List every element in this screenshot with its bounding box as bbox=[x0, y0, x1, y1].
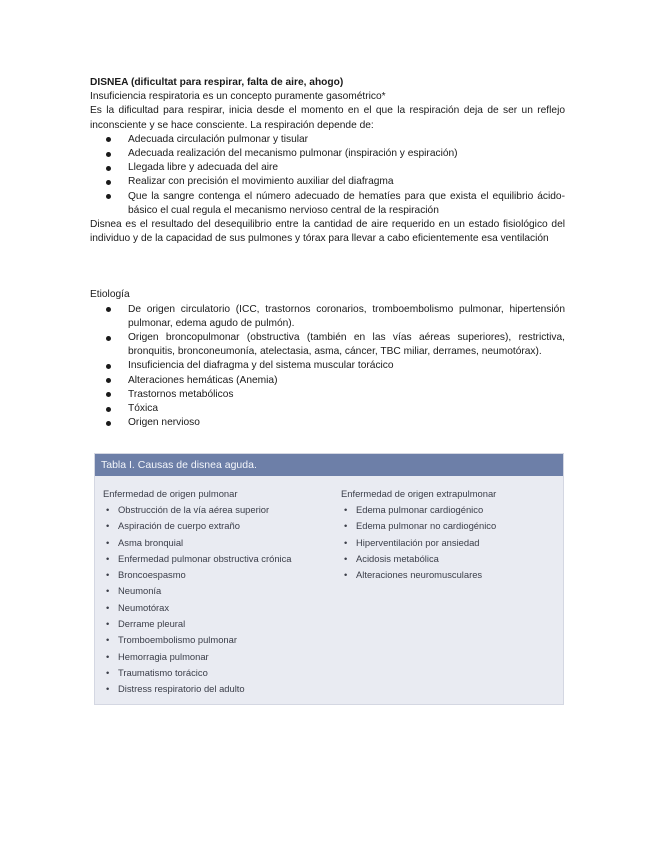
pulmonary-column bbox=[103, 488, 333, 698]
dependencies-list bbox=[90, 133, 565, 218]
causes-table-figure bbox=[94, 453, 564, 705]
gasometric-note: Insuficiencia respiratoria es un concepto puramente gasométrico* bbox=[90, 91, 386, 103]
page-title: DISNEA (dificultat para respirar, falta de aire, ahogo) bbox=[90, 77, 344, 88]
list-item: Llegada libre y adecuada del aire bbox=[128, 161, 565, 175]
table-item: • Tromboembolismo pulmonar bbox=[103, 632, 333, 648]
list-item: Alteraciones hemáticas (Anemia) bbox=[128, 374, 565, 388]
list-item: Adecuada realización del mecanismo pulmonar (inspiración y espiración) bbox=[128, 147, 565, 161]
table-item: • Acidosis metabólica bbox=[341, 551, 556, 567]
list-item: De origen circulatorio (ICC, trastornos coronarios, tromboembolismo pulmonar, hipertensión pulmonar, edema agudo de pulmón). bbox=[128, 303, 565, 331]
etiology-list bbox=[90, 303, 565, 431]
table-item: • Traumatismo torácico bbox=[103, 665, 333, 681]
list-item: Origen nervioso bbox=[128, 416, 565, 430]
list-item: Tóxica bbox=[128, 402, 565, 416]
table-item: • Broncoespasmo bbox=[103, 567, 333, 583]
table-item: • Alteraciones neuromusculares bbox=[341, 567, 556, 583]
table-item: • Edema pulmonar cardiogénico bbox=[341, 502, 556, 518]
etiology-heading: Etiología bbox=[90, 289, 130, 301]
definition-paragraph: Disnea es el resultado del desequilibrio entre la cantidad de aire requerido en un estado fisiológico del individuo y de la capacidad de sus pulmones y tórax para llevar a cabo eficientemente esa ventilación bbox=[90, 219, 565, 245]
list-item: Adecuada circulación pulmonar y tisular bbox=[128, 133, 565, 147]
table-item: • Hemorragia pulmonar bbox=[103, 649, 333, 665]
table-item: • Edema pulmonar no cardiogénico bbox=[341, 518, 556, 534]
table-title: Tabla I. Causas de disnea aguda. bbox=[95, 454, 563, 476]
list-item: Realizar con precisión el movimiento auxiliar del diafragma bbox=[128, 175, 565, 189]
extrapulmonary-column bbox=[341, 488, 556, 583]
list-item: Origen broncopulmonar (obstructiva (también en las vías aéreas superiores), restrictiva, bronquitis, bronconeumonía, atelectasia, asma, cáncer, TBC miliar, derrames, neumotórax). bbox=[128, 331, 565, 359]
list-item: Insuficiencia del diafragma y del sistema muscular torácico bbox=[128, 359, 565, 373]
table-item: • Distress respiratorio del adulto bbox=[103, 681, 333, 697]
intro-paragraph: Es la dificultad para respirar, inicia desde el momento en el que la respiración deja de ser un reflejo inconsciente y se hace consciente. La respiración depende de: bbox=[90, 105, 565, 131]
table-item: • Obstrucción de la vía aérea superior bbox=[103, 502, 333, 518]
list-item: Que la sangre contenga el número adecuado de hematíes para que exista el equilibrio ácido- básico el cual regula el mecanismo nervioso central de la respiración bbox=[128, 190, 565, 218]
table-item: • Hiperventilación por ansiedad bbox=[341, 535, 556, 551]
pulmonary-heading: Enfermedad de origen pulmonar bbox=[103, 488, 238, 499]
table-item: • Asma bronquial bbox=[103, 535, 333, 551]
table-item: • Aspiración de cuerpo extraño bbox=[103, 518, 333, 534]
table-item: • Neumotórax bbox=[103, 600, 333, 616]
table-item: • Neumonía bbox=[103, 583, 333, 599]
table-item: • Enfermedad pulmonar obstructiva crónica bbox=[103, 551, 333, 567]
list-item: Trastornos metabólicos bbox=[128, 388, 565, 402]
extrapulmonary-heading: Enfermedad de origen extrapulmonar bbox=[341, 488, 497, 499]
table-item: • Derrame pleural bbox=[103, 616, 333, 632]
document-body bbox=[90, 76, 565, 430]
